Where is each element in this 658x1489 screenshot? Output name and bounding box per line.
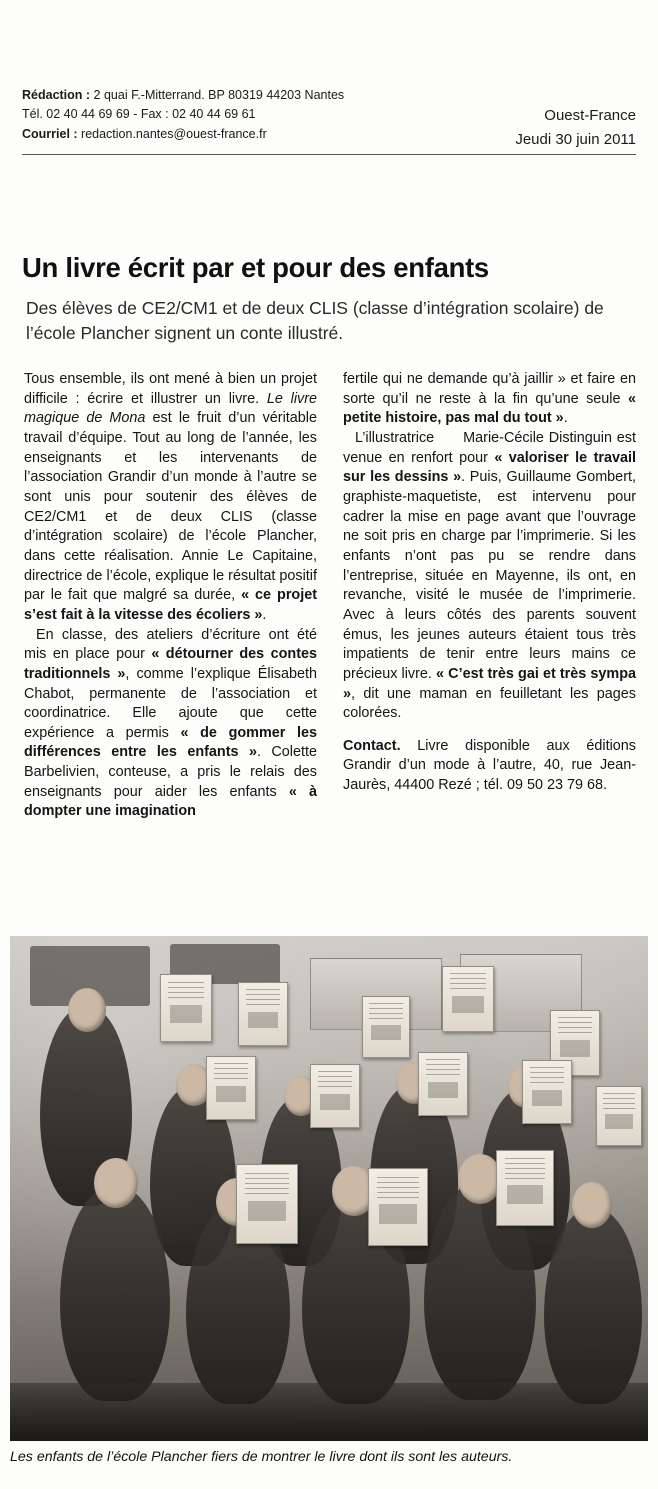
contact-label: Contact. <box>343 737 401 754</box>
newspaper-name: Ouest-France <box>544 107 636 124</box>
photo-caption: Les enfants de l’école Plancher fiers de montrer le livre dont ils sont les auteurs. <box>10 1449 513 1465</box>
paragraph: Tous ensemble, ils ont mené à bien un projet difficile : écrire et illustrer un livre. Le livre magique de Mona est le fruit d’un véritable travail d’équipe. Tout au long de l’année, les enseignants et les intervenants de l’association Grandir d’un monde à l’autre se sont unis pour soutenir des élèves de CE2/CM1 et de deux CLIS (classe d’intégration scolaire) de l’école Plancher, dans cette réalisation. Annie Le Capitaine, directrice de l’école, explique le résultat positif par le fait que malgré sa durée, « ce projet s’est fait à la vitesse des écoliers ». <box>24 371 318 623</box>
masthead-email-value: redaction.nantes@ouest-france.fr <box>77 126 267 141</box>
masthead-title-block <box>515 86 636 152</box>
publication-date: Jeudi 30 juin 2011 <box>515 131 636 148</box>
page-title: Un livre écrit par et pour des enfants <box>22 252 489 283</box>
paragraph: En classe, des ateliers d’écriture ont été mis en place pour « détourner des contes traditionnels », comme l’explique Élisabeth Chabot, permanente de l’association et coordinatrice. Elle ajoute que cette expérience a permis « de gommer les différences entre les enfants ». Colette Barbelivien, conteuse, a pris le relais des enseignants pour aider les enfants « à dompter une imagination <box>24 626 317 820</box>
masthead-email-line <box>22 125 344 144</box>
masthead-address-value: 2 quai F.-Mitterrand. BP 80319 44203 Nantes <box>90 88 345 102</box>
contact-text: Livre disponible aux éditions Grandir d’un mode à l’autre, 40, rue Jean-Jaurès, 44400 Rezé ; tél. 09 50 23 79 68. <box>343 737 636 794</box>
paragraph: L’illustratrice Marie-Cécile Distinguin est venue en renfort pour « valoriser le travail sur les dessins ». Puis, Guillaume Gombert, graphiste-maquetiste, est intervenu pour cadrer la mise en page avant que l’ouvrage ne soit pris en charge par l’imprimerie. Si les enfants n’ont pas pu se rendre dans l’entreprise, située en Mayenne, ils ont, en revanche, visité le musée de l’imprimerie. Avec à leurs côtés des parents souvent émus, les jeunes auteurs étaient tous très impatients de tenir entre leurs mains ce précieux livre. « C’est très gai et très sympa », dit une maman en feuilletant les pages colorées. <box>343 429 636 722</box>
article-column-right <box>343 370 636 822</box>
paragraph: fertile qui ne demande qu’à jaillir » et faire en sorte qu’il ne reste à la fin qu’une seule « petite histoire, pas mal du tout ». <box>343 371 636 427</box>
masthead <box>22 86 636 152</box>
article-column-left <box>24 370 317 822</box>
masthead-phone-line: Tél. 02 40 44 69 69 - Fax : 02 40 44 69 61 <box>22 107 256 122</box>
masthead-divider <box>22 154 636 155</box>
masthead-contact-block <box>22 86 344 144</box>
article-photo <box>10 936 648 1441</box>
article-body <box>24 370 636 822</box>
masthead-email-label: Courriel : <box>22 126 78 141</box>
contact-paragraph <box>343 737 636 796</box>
masthead-address-label: Rédaction : <box>22 88 91 102</box>
masthead-address-line <box>22 86 344 105</box>
article-standfirst: Des élèves de CE2/CM1 et de deux CLIS (classe d’intégration scolaire) de l’école Plancher signent un conte illustré. <box>26 298 604 343</box>
photo-image <box>10 936 648 1441</box>
photo-foreground <box>10 1383 648 1441</box>
